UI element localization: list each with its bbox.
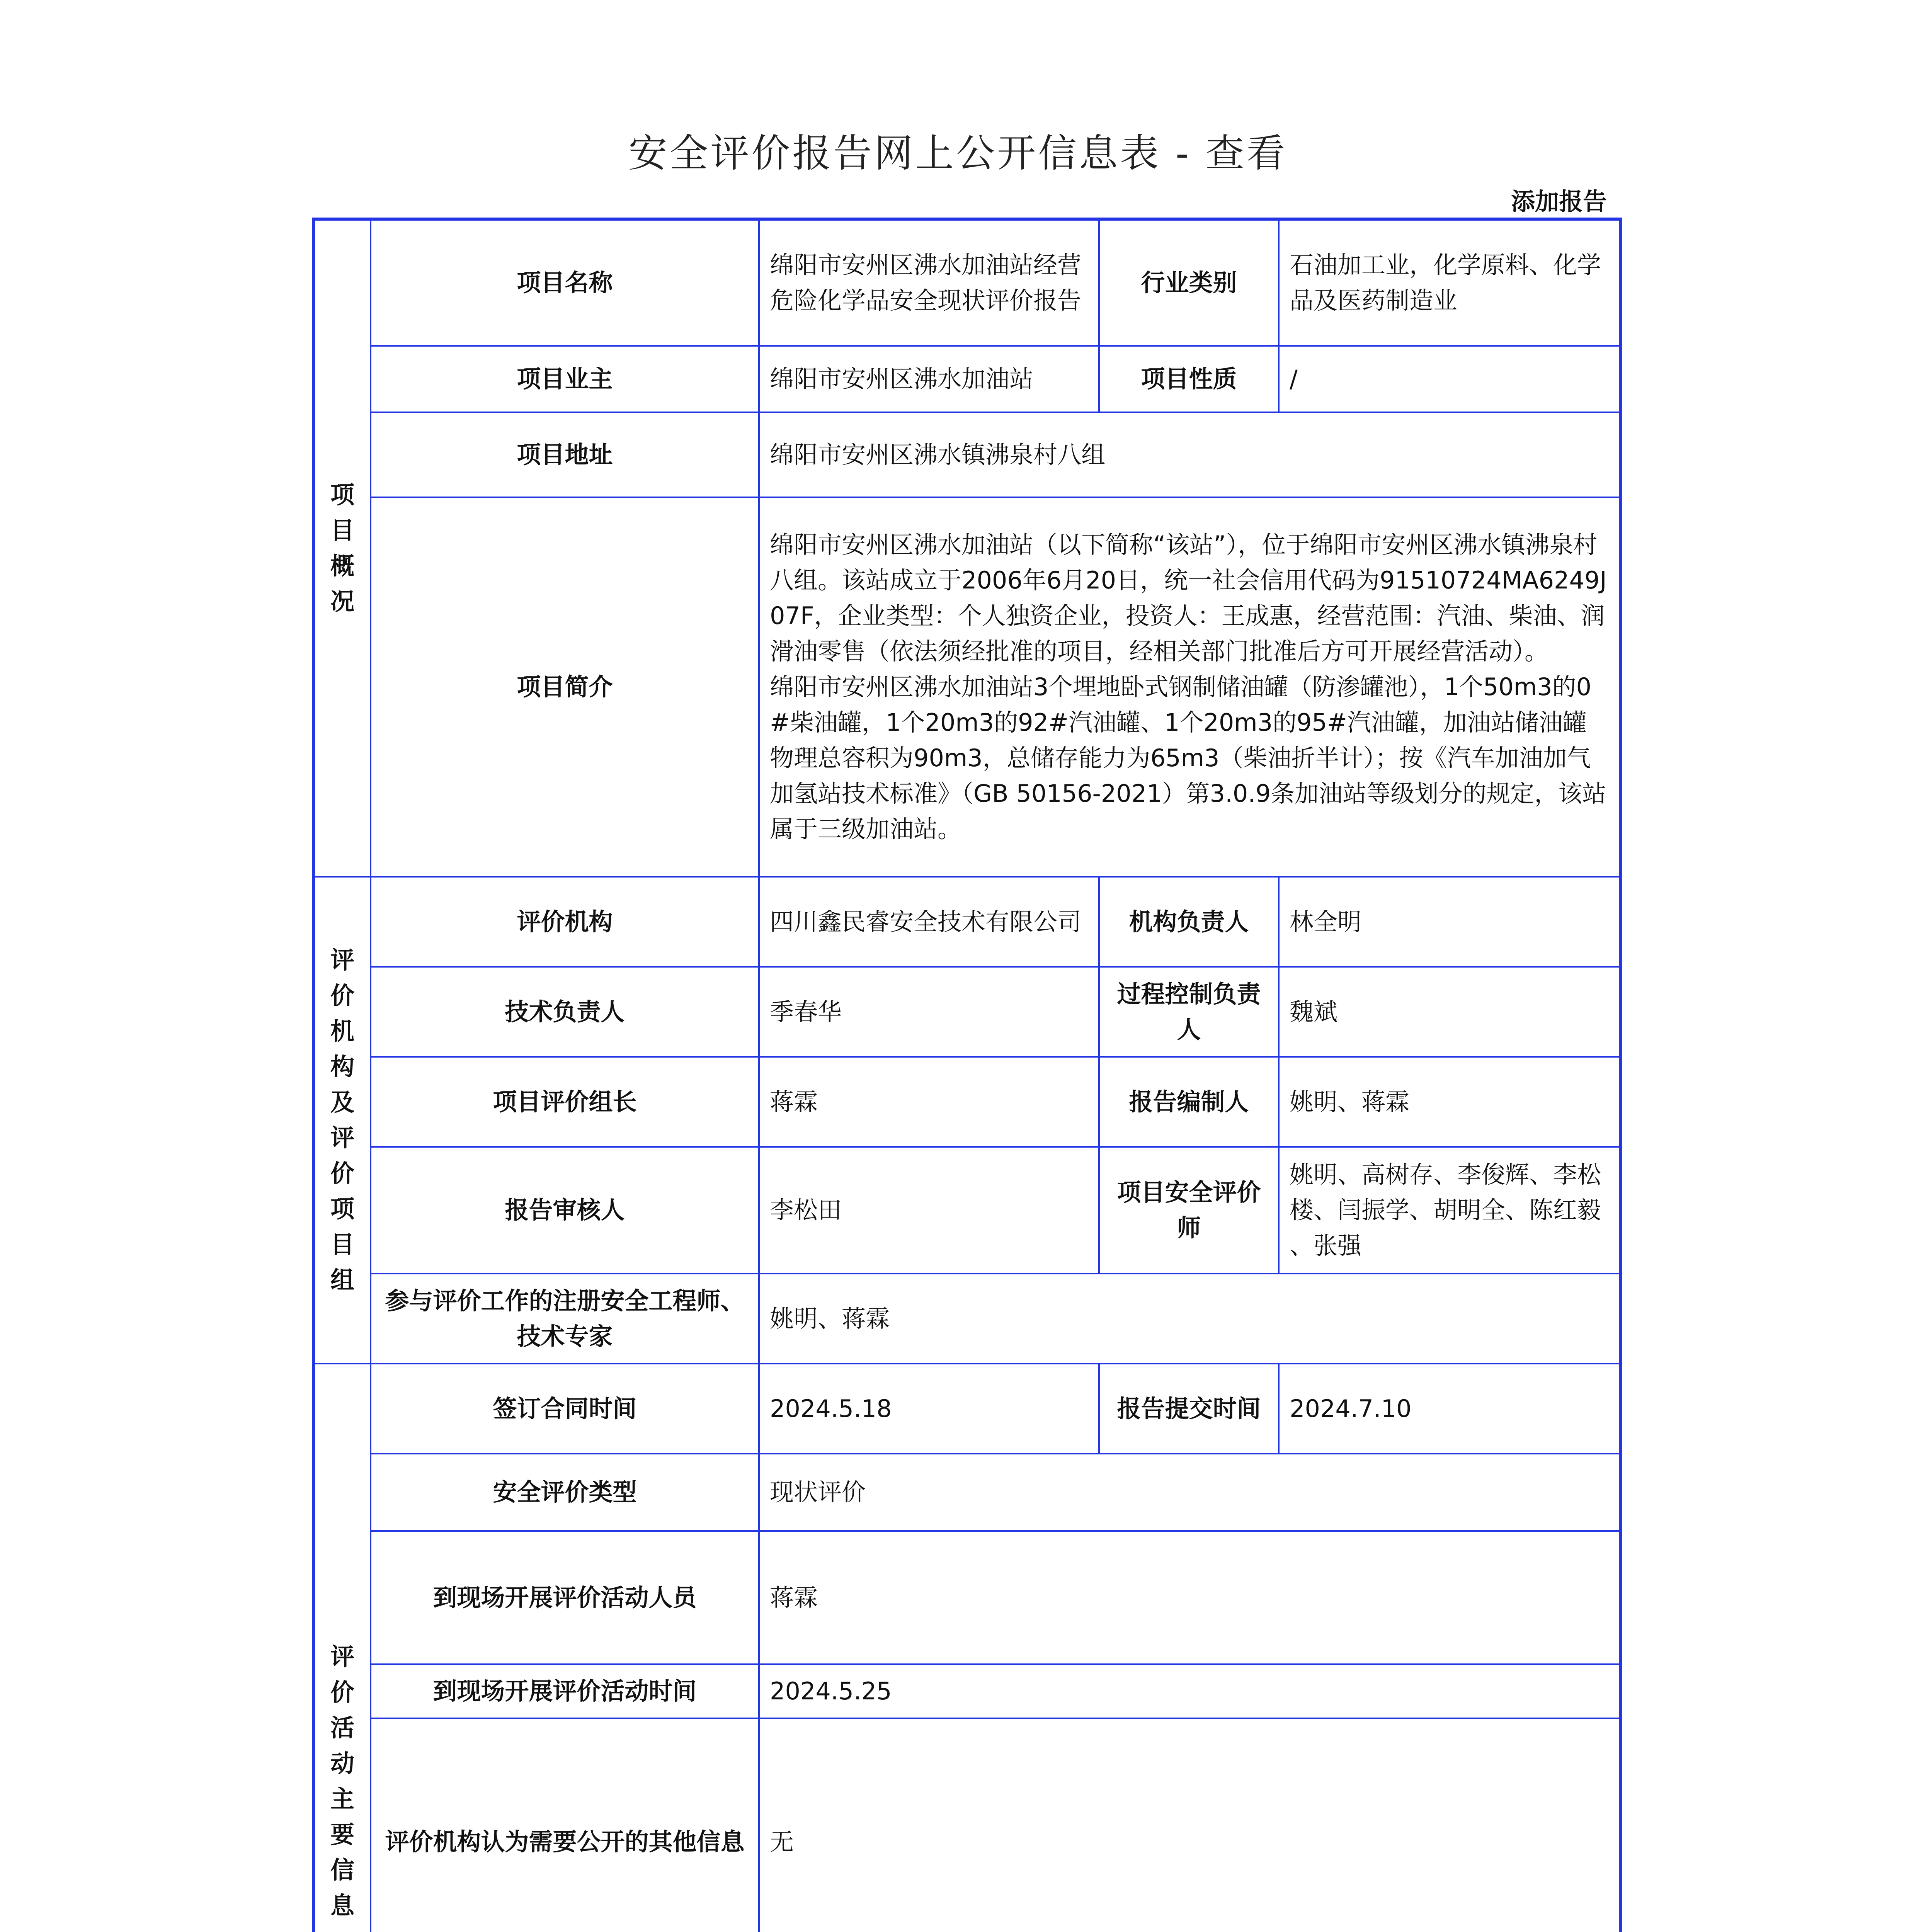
label-industry: 行业类别 [1099,219,1279,346]
label-process-head: 过程控制负责人 [1099,967,1279,1057]
row-site-date [313,1664,1621,1718]
row-owner [313,346,1621,412]
value-address: 绵阳市安州区沸水镇沸泉村八组 [759,412,1621,497]
label-org-head: 机构负责人 [1099,877,1279,967]
value-report-author: 姚明、蒋霖 [1279,1057,1621,1147]
value-reviewer: 李松田 [759,1147,1099,1274]
label-site-date: 到现场开展评价活动时间 [371,1664,759,1718]
label-eval-type: 安全评价类型 [371,1454,759,1531]
label-report-author: 报告编制人 [1099,1057,1279,1147]
value-experts: 姚明、蒋霖 [759,1274,1621,1364]
row-team-lead [313,1057,1621,1147]
value-project-name: 绵阳市安州区沸水加油站经营危险化学品安全现状评价报告 [759,219,1099,346]
value-org: 四川鑫民睿安全技术有限公司 [759,877,1099,967]
value-submit-date: 2024.7.10 [1279,1364,1621,1454]
value-owner: 绵阳市安州区沸水加油站 [759,346,1099,412]
value-industry: 石油加工业，化学原料、化学品及医药制造业 [1279,219,1621,346]
label-contract-date: 签订合同时间 [371,1364,759,1454]
label-assessors: 项目安全评价师 [1099,1147,1279,1274]
report-info-table [312,218,1622,1932]
label-tech-head: 技术负责人 [371,967,759,1057]
label-owner: 项目业主 [371,346,759,412]
label-reviewer: 报告审核人 [371,1147,759,1274]
label-org: 评价机构 [371,877,759,967]
row-reviewer [313,1147,1621,1274]
value-site-date: 2024.5.25 [759,1664,1621,1718]
row-address [313,412,1621,497]
value-assessors: 姚明、高树存、李俊辉、李松楼、闫振学、胡明全、陈红毅 、张强 [1279,1147,1621,1274]
intro-paragraph-1: 绵阳市安州区沸水加油站（以下简称“该站”），位于绵阳市安州区沸水镇沸泉村八组。该站成立于2006年6月20日，统一社会信用代码为91510724MA6249J07F，企业类型：个人独资企业，投资人：王成惠，经营范围：汽油、柴油、润滑油零售（依法须经批准的项目，经相关部门批准后方可开展经营活动）。 [770,531,1607,665]
value-org-head: 林全明 [1279,877,1621,967]
row-intro [313,497,1621,877]
value-nature: / [1279,346,1621,412]
row-site-people [313,1531,1621,1664]
value-eval-type: 现状评价 [759,1454,1621,1531]
section-org: 评价机构及评价项目组 [313,877,371,1364]
intro-paragraph-2: 绵阳市安州区沸水加油站3个埋地卧式钢制储油罐（防渗罐池），1个50m3的0#柴油罐，1个20m3的92#汽油罐、1个20m3的95#汽油罐，加油站储油罐物理总容积为90m3，总储存能力为65m3（柴油折半计）；按《汽车加油加气加氢站技术标准》（GB 50156-2021）第3.0.9条加油站等级划分的规定，该站属于三级加油站。 [770,673,1606,843]
page-title: 安全评价报告网上公开信息表 - 查看 [628,131,1288,176]
row-org [313,877,1621,967]
label-address: 项目地址 [371,412,759,497]
value-site-people: 蒋霖 [759,1531,1621,1664]
value-other-info: 无 [759,1718,1621,1932]
label-nature: 项目性质 [1099,346,1279,412]
add-report-link[interactable]: 添加报告 [1511,187,1607,216]
label-other-info: 评价机构认为需要公开的其他信息 [371,1718,759,1932]
value-team-lead: 蒋霖 [759,1057,1099,1147]
row-other-info [313,1718,1621,1932]
label-experts: 参与评价工作的注册安全工程师、技术专家 [371,1274,759,1364]
value-process-head: 魏斌 [1279,967,1621,1057]
value-tech-head: 季春华 [759,967,1099,1057]
label-intro: 项目简介 [371,497,759,877]
label-submit-date: 报告提交时间 [1099,1364,1279,1454]
row-experts [313,1274,1621,1364]
section-overview: 项目概况 [313,219,371,877]
row-dates [313,1364,1621,1454]
label-project-name: 项目名称 [371,219,759,346]
row-eval-type [313,1454,1621,1531]
label-team-lead: 项目评价组长 [371,1057,759,1147]
section-activity: 评价活动主要信息 [313,1364,371,1932]
row-tech-head [313,967,1621,1057]
label-site-people: 到现场开展评价活动人员 [371,1531,759,1664]
row-project-name [313,219,1621,346]
value-contract-date: 2024.5.18 [759,1364,1099,1454]
value-intro [759,497,1621,877]
